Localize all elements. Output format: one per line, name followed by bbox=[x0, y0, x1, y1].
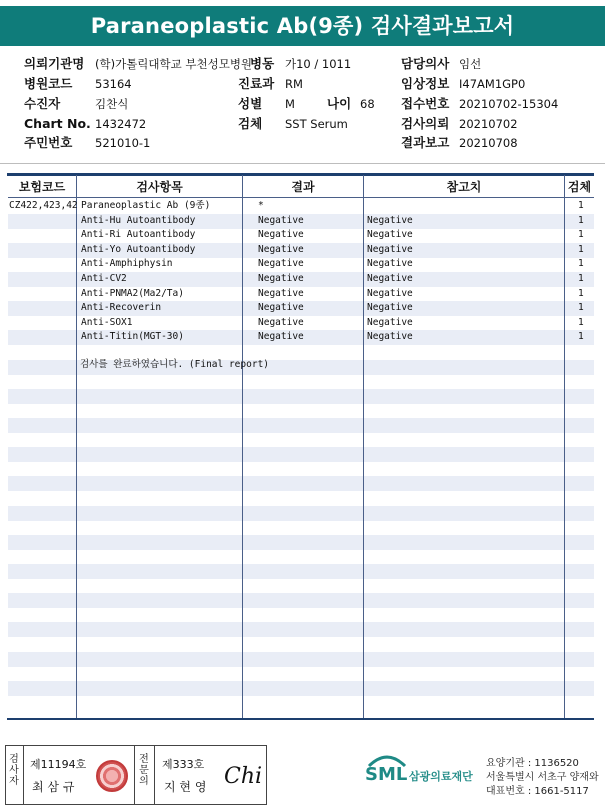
cell-spec: 1 bbox=[578, 273, 584, 284]
cell-result: * bbox=[258, 200, 264, 211]
cell-result: Negative bbox=[258, 229, 304, 241]
cell-spec: 1 bbox=[578, 316, 584, 328]
cell-spec: 1 bbox=[578, 214, 584, 226]
hospital-code-label: 병원코드 bbox=[24, 76, 73, 91]
cell-item: Anti-PNMA2(Ma2/Ta) bbox=[81, 287, 184, 299]
patient-label: 수진자 bbox=[24, 96, 61, 111]
header-divider bbox=[0, 163, 605, 164]
age-value: 68 bbox=[360, 97, 375, 111]
cell-ref: Negative bbox=[367, 331, 413, 343]
doctor-value: 임선 bbox=[459, 57, 482, 71]
org-phone: 대표번호 : 1661-5117 bbox=[486, 786, 589, 797]
reviewer-name: 지 현 영 bbox=[164, 780, 207, 794]
cell-ref: Negative bbox=[367, 214, 413, 226]
resident-no-value: 521010-1 bbox=[95, 136, 151, 150]
cell-ref: Negative bbox=[367, 243, 413, 255]
cell-result: Negative bbox=[258, 287, 304, 299]
accession-label: 접수번호 bbox=[401, 96, 450, 111]
org-number: 요양기관 : 1136520 bbox=[486, 758, 579, 769]
row-stripe bbox=[8, 622, 594, 637]
cell-ref: Negative bbox=[367, 287, 413, 299]
row-stripe bbox=[8, 476, 594, 491]
cell-ref: Negative bbox=[367, 302, 413, 314]
col-header-result: 결과 bbox=[291, 180, 315, 194]
row-stripe bbox=[8, 593, 594, 608]
request-date-value: 20210702 bbox=[459, 117, 518, 131]
report-title: Paraneoplastic Ab(9종) 검사결과보고서 bbox=[0, 6, 605, 46]
col-divider bbox=[76, 175, 77, 720]
cell-item: Anti-CV2 bbox=[81, 273, 127, 284]
logo-name: 삼광의료재단 bbox=[409, 770, 473, 783]
accession-value: 20210702-15304 bbox=[459, 97, 559, 111]
col-divider bbox=[564, 175, 565, 720]
row-stripe bbox=[8, 389, 594, 404]
sex-label: 성별 bbox=[238, 96, 263, 111]
cell-item: Anti-Amphiphysin bbox=[81, 258, 173, 270]
col-header-code: 보험코드 bbox=[18, 180, 66, 194]
cell-spec: 1 bbox=[578, 302, 584, 314]
dept-label: 진료과 bbox=[238, 76, 275, 91]
chart-no-label: Chart No. bbox=[24, 116, 91, 131]
col-header-ref: 참고치 bbox=[446, 180, 482, 194]
cell-item: Anti-Titin(MGT-30) bbox=[81, 331, 184, 343]
cell-spec: 1 bbox=[578, 229, 584, 241]
cell-ref: Negative bbox=[367, 258, 413, 270]
cell-item: Anti-Hu Autoantibody bbox=[81, 214, 196, 226]
cell-result: Negative bbox=[258, 302, 304, 314]
cell-ref: Negative bbox=[367, 273, 413, 284]
signature: Chi bbox=[224, 764, 263, 789]
institution-value: (학)가톨릭대학교 부천성모병원 bbox=[95, 57, 253, 71]
reviewer-number: 제333호 bbox=[162, 758, 205, 771]
official-seal-icon bbox=[96, 760, 128, 792]
tester-name: 최 삼 규 bbox=[32, 780, 75, 794]
col-divider bbox=[363, 175, 364, 720]
table-bottom-border bbox=[7, 718, 594, 720]
institution-label: 의뢰기관명 bbox=[24, 56, 85, 71]
cell-result: Negative bbox=[258, 331, 304, 343]
sex-value: M bbox=[285, 97, 295, 111]
cell-result: Negative bbox=[258, 316, 304, 328]
specimen-label: 검체 bbox=[238, 116, 263, 131]
row-stripe bbox=[8, 418, 594, 433]
cell-result: Negative bbox=[258, 258, 304, 270]
report-date-label: 결과보고 bbox=[401, 135, 450, 150]
logo-text: SML bbox=[365, 764, 408, 785]
request-date-label: 검사의뢰 bbox=[401, 116, 450, 131]
resident-no-label: 주민번호 bbox=[24, 135, 73, 150]
row-stripe bbox=[8, 447, 594, 462]
doctor-label: 담당의사 bbox=[401, 56, 450, 71]
row-stripe bbox=[8, 652, 594, 667]
row-stripe bbox=[8, 564, 594, 579]
clinical-info-value: I47AM1GP0 bbox=[459, 77, 526, 91]
final-report-note: 검사를 완료하였습니다. (Final report) bbox=[80, 359, 270, 370]
ward-value: 가10 / 1011 bbox=[285, 57, 352, 71]
cell-item: Anti-Yo Autoantibody bbox=[81, 243, 196, 255]
table-top-border bbox=[7, 173, 594, 176]
cell-spec: 1 bbox=[578, 287, 584, 299]
cell-item: Anti-Recoverin bbox=[81, 302, 162, 314]
patient-value: 김찬식 bbox=[95, 97, 129, 111]
cell-spec: 1 bbox=[578, 331, 584, 343]
cell-code: CZ422,423,42 bbox=[9, 200, 78, 211]
ward-label: 병동 bbox=[250, 56, 275, 71]
cell-item: Paraneoplastic Ab (9종) bbox=[81, 200, 211, 211]
cell-result: Negative bbox=[258, 273, 304, 284]
cell-ref: Negative bbox=[367, 316, 413, 328]
hospital-code-value: 53164 bbox=[95, 77, 132, 91]
dept-value: RM bbox=[285, 77, 303, 91]
tester-label: 검 사 자 bbox=[9, 754, 19, 787]
cell-spec: 1 bbox=[578, 258, 584, 270]
age-label: 나이 bbox=[327, 96, 352, 111]
tester-number: 제11194호 bbox=[30, 758, 87, 771]
cell-ref: Negative bbox=[367, 229, 413, 241]
row-stripe bbox=[8, 535, 594, 550]
specimen-value: SST Serum bbox=[285, 117, 348, 131]
chart-no-value: 1432472 bbox=[95, 117, 147, 131]
col-header-item: 검사항목 bbox=[136, 180, 183, 194]
cell-result: Negative bbox=[258, 214, 304, 226]
signature-box bbox=[5, 745, 267, 805]
col-header-spec: 검체 bbox=[567, 180, 592, 194]
cell-item: Anti-SOX1 bbox=[81, 316, 133, 328]
cell-item: Anti-Ri Autoantibody bbox=[81, 229, 196, 241]
row-stripe bbox=[8, 681, 594, 696]
table-header-divider bbox=[8, 197, 594, 198]
cell-result: Negative bbox=[258, 243, 304, 255]
col-divider bbox=[242, 175, 243, 720]
row-stripe bbox=[8, 506, 594, 521]
org-address: 서울특별시 서초구 양재와 bbox=[486, 772, 599, 783]
report-date-value: 20210708 bbox=[459, 136, 518, 150]
sml-logo bbox=[365, 752, 485, 792]
cell-spec: 1 bbox=[578, 243, 584, 255]
reviewer-label: 전 문 의 bbox=[139, 754, 149, 787]
cell-spec: 1 bbox=[578, 200, 584, 211]
clinical-info-label: 임상정보 bbox=[401, 76, 450, 91]
